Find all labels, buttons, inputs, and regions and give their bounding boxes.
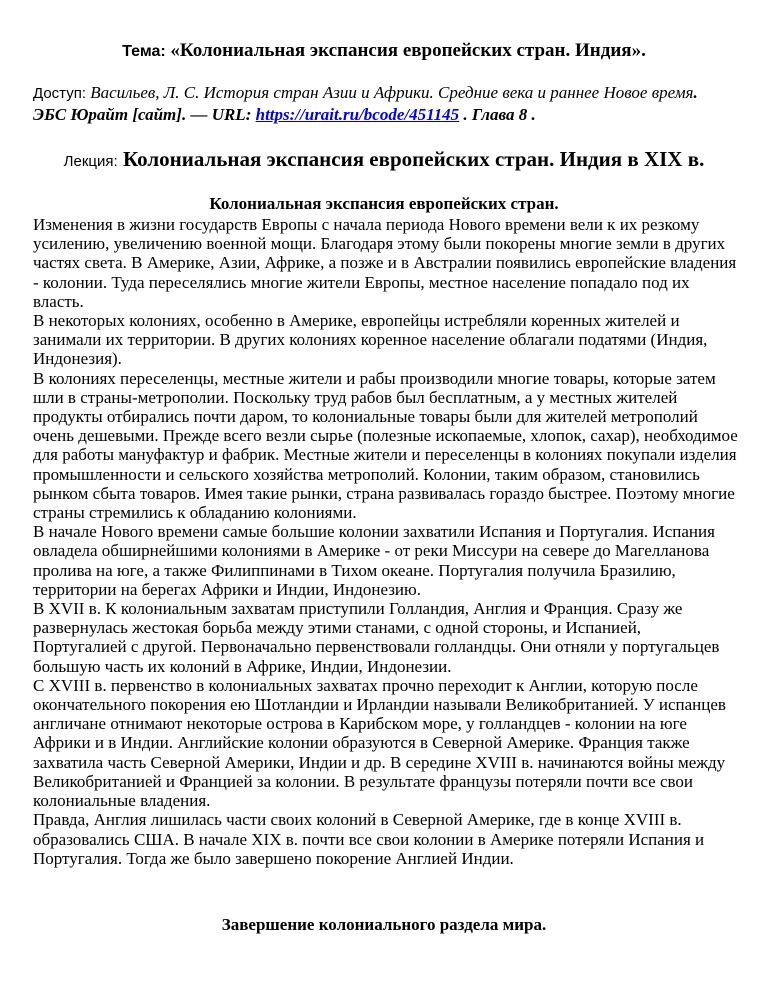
body-text (33, 215, 738, 868)
topic-label: Тема: (122, 43, 166, 60)
paragraph: В начале Нового времени самые большие колонии захватили Испания и Португалия. Испания овладела обширнейшими колониями в Америке - от реки Миссури на севере до Магелланова пролива на юге, а также Филиппинами в Тихом океане. Португалия получила Бразилию, территории на берегах Африки и Индии, Индонезию. (33, 522, 715, 599)
paragraph: В колониях переселенцы, местные жители и рабы производили многие товары, которые затем шли в страны-метрополии. Поскольку труд рабов был бесплатным, а у местных жителей продукты отбирались почти даром, то колониальные товары были для жителей метрополий очень дешевыми. Прежде всего везли сырье (полезные ископаемые, хлопок, сахар), необходимое для работы мануфактур и фабрик. Местные жители и переселенцы в колониях покупали изделия промышленности и сельского хозяйства метрополий. Колонии, таким образом, становились рынком сбыта товаров. Имея такие рынки, страна развивалась гораздо быстрее. Поэтому многие страны стремились к обладанию колониями. (33, 368, 738, 523)
lecture-heading (0, 147, 768, 172)
access-url-link[interactable]: https://urait.ru/bcode/451145 (255, 105, 460, 124)
paragraph: В XVII в. К колониальным захватам приступили Голландия, Англия и Франция. Сразу же развернулась жестокая борьба между этими станами, с одной стороны, и Испанией, Португалией с другой. Первоначально первенствовали голландцы. Они отняли у португальцев большую часть их колоний в Африке, Индии, Индонезии. (33, 599, 720, 676)
access-reference (33, 82, 733, 125)
access-chapter: . Глава 8 . (459, 105, 536, 124)
access-citation: Васильев, Л. С. История стран Азии и Африки. Средние века и раннее Новое время (90, 83, 694, 102)
section-title-completion: Завершение колониального раздела мира. (221, 915, 547, 934)
lecture-label: Лекция: (63, 153, 118, 170)
paragraph: С XVIII в. первенство в колониальных захватах прочно переходит к Англии, которую после окончательного покорения ею Шотландии и Ирландии называли Великобританией. У испанцев англичане отнимают некоторые острова в Карибском море, у голландцев - колонии на юге Африки и в Индии. Английские колонии образуются в Северной Америке. Франция также захватила часть Северной Америки, Индии и др. В середине XVIII в. начинаются войны между Великобританией и Францией за колонии. В результате французы потеряли почти все свои колониальные владения. (33, 675, 726, 811)
section-title-colonial-expansion: Колониальная экспансия европейских стран. (209, 194, 559, 213)
topic-text: «Колониальная экспансия европейских стран. Индия». (170, 40, 646, 61)
paragraph: Изменения в жизни государств Европы с начала периода Нового времени вели к их резкому усилению, увеличению военной мощи. Благодаря этому были покорены многие земли в других частях света. В Америке, Азии, Африке, а позже и в Австралии появились европейские владения - колонии. Туда переселялись многие жители Европы, местное население попадало под их власть. (33, 215, 737, 311)
lecture-title: Колониальная экспансия европейских стран. Индия в XIX в. (122, 147, 705, 171)
paragraph: В некоторых колониях, особенно в Америке, европейцы истребляли коренных жителей и занимали их территории. В других колониях коренное население облагали податями (Индия, Индонезия). (33, 311, 708, 369)
access-label: Доступ: (33, 85, 86, 102)
paragraph: Правда, Англия лишилась части своих колоний в Северной Америке, где в конце XVIII в. образовались США. В начале XIX в. почти все свои колонии в Америке потеряли Испания и Португалия. Тогда же было завершено покорение Англией Индии. (33, 810, 705, 868)
topic-heading (0, 40, 768, 62)
access-source: . ЭБС Юрайт [сайт]. — URL: (33, 83, 698, 124)
